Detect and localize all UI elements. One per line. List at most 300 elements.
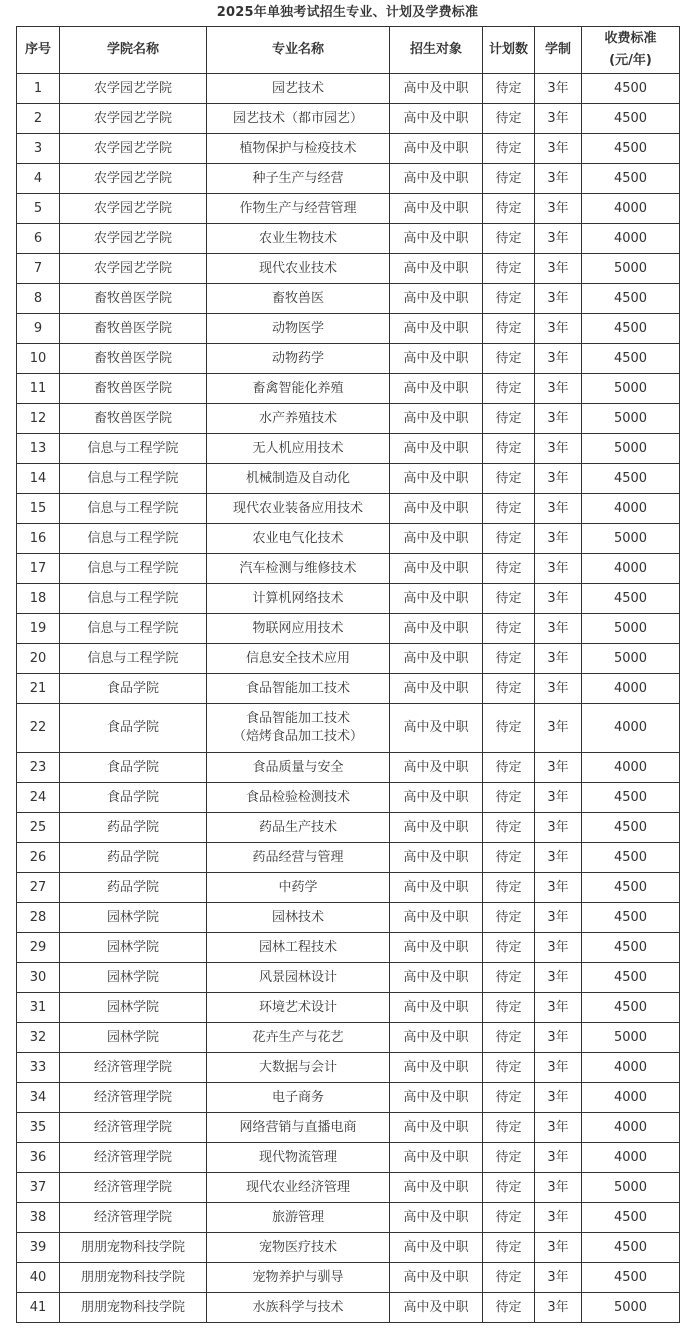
cell-major: 畜牧兽医: [207, 284, 390, 314]
cell-fee: 4000: [582, 1143, 680, 1173]
cell-major: 食品智能加工技术: [207, 674, 390, 704]
cell-plan: 待定: [483, 1233, 535, 1263]
cell-fee: 4500: [582, 933, 680, 963]
cell-college: 园林学院: [60, 933, 207, 963]
cell-major: 旅游管理: [207, 1203, 390, 1233]
table-row: [17, 224, 680, 254]
cell-target: 高中及中职: [390, 873, 483, 903]
cell-target: 高中及中职: [390, 464, 483, 494]
cell-fee: 4000: [582, 224, 680, 254]
cell-duration: 3年: [535, 554, 582, 584]
table-row: [17, 813, 680, 843]
cell-fee: 5000: [582, 1023, 680, 1053]
table-row: [17, 554, 680, 584]
table-row: [17, 374, 680, 404]
cell-fee: 4500: [582, 903, 680, 933]
cell-major: 农业电气化技术: [207, 524, 390, 554]
cell-plan: 待定: [483, 254, 535, 284]
cell-target: 高中及中职: [390, 314, 483, 344]
cell-fee: 4500: [582, 843, 680, 873]
cell-index: 36: [17, 1143, 60, 1173]
cell-college: 经济管理学院: [60, 1083, 207, 1113]
cell-duration: 3年: [535, 104, 582, 134]
cell-index: 2: [17, 104, 60, 134]
cell-plan: 待定: [483, 843, 535, 873]
cell-plan: 待定: [483, 753, 535, 783]
cell-college: 农学园艺学院: [60, 254, 207, 284]
cell-college: 药品学院: [60, 813, 207, 843]
cell-fee: 5000: [582, 614, 680, 644]
cell-index: 31: [17, 993, 60, 1023]
cell-plan: 待定: [483, 224, 535, 254]
cell-college: 畜牧兽医学院: [60, 344, 207, 374]
cell-plan: 待定: [483, 134, 535, 164]
cell-target: 高中及中职: [390, 554, 483, 584]
cell-plan: 待定: [483, 374, 535, 404]
table-row: [17, 614, 680, 644]
table-row: [17, 674, 680, 704]
cell-plan: 待定: [483, 1143, 535, 1173]
cell-plan: 待定: [483, 404, 535, 434]
cell-duration: 3年: [535, 164, 582, 194]
column-header-college: 学院名称: [60, 27, 207, 74]
cell-target: 高中及中职: [390, 374, 483, 404]
cell-duration: 3年: [535, 584, 582, 614]
cell-fee: 4000: [582, 704, 680, 753]
cell-college: 食品学院: [60, 674, 207, 704]
cell-major: 水族科学与技术: [207, 1293, 390, 1323]
cell-plan: 待定: [483, 993, 535, 1023]
cell-fee: 4500: [582, 134, 680, 164]
table-row: [17, 1173, 680, 1203]
table-row: [17, 1023, 680, 1053]
cell-index: 15: [17, 494, 60, 524]
cell-major-main: 食品智能加工技术: [245, 711, 350, 726]
cell-index: 14: [17, 464, 60, 494]
cell-index: 12: [17, 404, 60, 434]
cell-index: 24: [17, 783, 60, 813]
cell-major: 机械制造及自动化: [207, 464, 390, 494]
cell-duration: 3年: [535, 284, 582, 314]
cell-target: 高中及中职: [390, 1113, 483, 1143]
cell-target: 高中及中职: [390, 963, 483, 993]
cell-target: 高中及中职: [390, 993, 483, 1023]
cell-college: 畜牧兽医学院: [60, 284, 207, 314]
cell-duration: 3年: [535, 314, 582, 344]
cell-duration: 3年: [535, 1293, 582, 1323]
column-header-major: 专业名称: [207, 27, 390, 74]
cell-duration: 3年: [535, 843, 582, 873]
cell-major: [207, 704, 390, 753]
cell-plan: 待定: [483, 464, 535, 494]
cell-plan: 待定: [483, 1053, 535, 1083]
cell-plan: 待定: [483, 434, 535, 464]
cell-fee: 5000: [582, 374, 680, 404]
cell-target: 高中及中职: [390, 644, 483, 674]
cell-index: 13: [17, 434, 60, 464]
table-row: [17, 963, 680, 993]
table-row: [17, 584, 680, 614]
column-header-plan: 计划数: [483, 27, 535, 74]
cell-college: 经济管理学院: [60, 1173, 207, 1203]
cell-plan: 待定: [483, 344, 535, 374]
cell-duration: 3年: [535, 963, 582, 993]
cell-index: 35: [17, 1113, 60, 1143]
table-row: [17, 104, 680, 134]
table-header-row: [17, 27, 680, 74]
cell-fee: 4500: [582, 783, 680, 813]
cell-duration: 3年: [535, 614, 582, 644]
cell-major: 环境艺术设计: [207, 993, 390, 1023]
cell-college: 农学园艺学院: [60, 104, 207, 134]
cell-target: 高中及中职: [390, 1023, 483, 1053]
cell-plan: 待定: [483, 1293, 535, 1323]
cell-fee: 4500: [582, 1263, 680, 1293]
cell-target: 高中及中职: [390, 1143, 483, 1173]
cell-plan: 待定: [483, 194, 535, 224]
cell-duration: 3年: [535, 873, 582, 903]
cell-fee: 4500: [582, 74, 680, 104]
cell-college: 信息与工程学院: [60, 524, 207, 554]
cell-college: 朋朋宠物科技学院: [60, 1233, 207, 1263]
cell-target: 高中及中职: [390, 813, 483, 843]
cell-index: 5: [17, 194, 60, 224]
cell-plan: 待定: [483, 783, 535, 813]
cell-fee: 5000: [582, 1293, 680, 1323]
cell-major: 物联网应用技术: [207, 614, 390, 644]
cell-major: 园林工程技术: [207, 933, 390, 963]
cell-target: 高中及中职: [390, 1293, 483, 1323]
cell-target: 高中及中职: [390, 1263, 483, 1293]
cell-fee: 4000: [582, 494, 680, 524]
cell-plan: 待定: [483, 813, 535, 843]
cell-plan: 待定: [483, 963, 535, 993]
table-row: [17, 494, 680, 524]
cell-plan: 待定: [483, 284, 535, 314]
cell-duration: 3年: [535, 344, 582, 374]
cell-college: 信息与工程学院: [60, 494, 207, 524]
cell-fee: 4500: [582, 104, 680, 134]
cell-fee: 5000: [582, 434, 680, 464]
cell-fee: 4500: [582, 1233, 680, 1263]
page-title: 2025年单独考试招生专业、计划及学费标准: [216, 5, 479, 20]
table-row: [17, 464, 680, 494]
cell-target: 高中及中职: [390, 104, 483, 134]
cell-fee: 4500: [582, 464, 680, 494]
cell-index: 32: [17, 1023, 60, 1053]
cell-index: 27: [17, 873, 60, 903]
cell-plan: 待定: [483, 644, 535, 674]
cell-college: 药品学院: [60, 843, 207, 873]
cell-fee: 5000: [582, 1173, 680, 1203]
cell-college: 农学园艺学院: [60, 134, 207, 164]
cell-college: 信息与工程学院: [60, 554, 207, 584]
cell-index: 18: [17, 584, 60, 614]
cell-duration: 3年: [535, 1083, 582, 1113]
cell-index: 25: [17, 813, 60, 843]
cell-index: 23: [17, 753, 60, 783]
cell-major: 现代物流管理: [207, 1143, 390, 1173]
cell-plan: 待定: [483, 1203, 535, 1233]
cell-target: 高中及中职: [390, 1233, 483, 1263]
cell-index: 37: [17, 1173, 60, 1203]
cell-duration: 3年: [535, 783, 582, 813]
cell-fee: 4500: [582, 1203, 680, 1233]
cell-fee: 4000: [582, 1113, 680, 1143]
column-header-fee: [582, 27, 680, 74]
cell-college: 朋朋宠物科技学院: [60, 1293, 207, 1323]
cell-fee: 4000: [582, 1053, 680, 1083]
table-row: [17, 1053, 680, 1083]
cell-target: 高中及中职: [390, 903, 483, 933]
cell-major: 动物药学: [207, 344, 390, 374]
cell-college: 食品学院: [60, 704, 207, 753]
cell-duration: 3年: [535, 903, 582, 933]
cell-college: 农学园艺学院: [60, 194, 207, 224]
cell-index: 41: [17, 1293, 60, 1323]
cell-major: 电子商务: [207, 1083, 390, 1113]
cell-major: 作物生产与经营管理: [207, 194, 390, 224]
cell-target: 高中及中职: [390, 224, 483, 254]
cell-target: 高中及中职: [390, 434, 483, 464]
cell-college: 信息与工程学院: [60, 464, 207, 494]
cell-duration: 3年: [535, 1023, 582, 1053]
cell-fee: 4500: [582, 284, 680, 314]
cell-index: 40: [17, 1263, 60, 1293]
cell-fee: 4500: [582, 584, 680, 614]
cell-index: 1: [17, 74, 60, 104]
cell-index: 34: [17, 1083, 60, 1113]
cell-target: 高中及中职: [390, 284, 483, 314]
cell-index: 8: [17, 284, 60, 314]
cell-college: 畜牧兽医学院: [60, 374, 207, 404]
cell-major: 植物保护与检疫技术: [207, 134, 390, 164]
cell-plan: 待定: [483, 1083, 535, 1113]
cell-major: 畜禽智能化养殖: [207, 374, 390, 404]
cell-college: 农学园艺学院: [60, 164, 207, 194]
cell-target: 高中及中职: [390, 704, 483, 753]
cell-fee: 4000: [582, 1083, 680, 1113]
cell-fee: 4000: [582, 194, 680, 224]
cell-major: 宠物医疗技术: [207, 1233, 390, 1263]
cell-fee: 5000: [582, 524, 680, 554]
cell-target: 高中及中职: [390, 404, 483, 434]
cell-target: 高中及中职: [390, 524, 483, 554]
cell-duration: 3年: [535, 494, 582, 524]
cell-target: 高中及中职: [390, 134, 483, 164]
cell-index: 3: [17, 134, 60, 164]
enrollment-table: [16, 26, 680, 1323]
cell-college: 朋朋宠物科技学院: [60, 1263, 207, 1293]
cell-fee: 4500: [582, 813, 680, 843]
cell-index: 17: [17, 554, 60, 584]
table-row: [17, 1113, 680, 1143]
table-row: [17, 344, 680, 374]
cell-target: 高中及中职: [390, 494, 483, 524]
table-row: [17, 993, 680, 1023]
cell-college: 信息与工程学院: [60, 614, 207, 644]
cell-college: 信息与工程学院: [60, 584, 207, 614]
cell-duration: 3年: [535, 1203, 582, 1233]
cell-plan: 待定: [483, 1113, 535, 1143]
cell-target: 高中及中职: [390, 1203, 483, 1233]
cell-target: 高中及中职: [390, 194, 483, 224]
table-row: [17, 1143, 680, 1173]
table-row: [17, 74, 680, 104]
cell-target: 高中及中职: [390, 1083, 483, 1113]
cell-plan: 待定: [483, 104, 535, 134]
column-header-target: 招生对象: [390, 27, 483, 74]
cell-plan: 待定: [483, 314, 535, 344]
cell-college: 食品学院: [60, 753, 207, 783]
cell-target: 高中及中职: [390, 1053, 483, 1083]
cell-major: 园艺技术（都市园艺）: [207, 104, 390, 134]
cell-duration: 3年: [535, 644, 582, 674]
cell-target: 高中及中职: [390, 74, 483, 104]
cell-duration: 3年: [535, 224, 582, 254]
table-row: [17, 1263, 680, 1293]
cell-duration: 3年: [535, 813, 582, 843]
table-row: [17, 1233, 680, 1263]
cell-target: 高中及中职: [390, 164, 483, 194]
cell-major: 计算机网络技术: [207, 584, 390, 614]
cell-plan: 待定: [483, 524, 535, 554]
cell-index: 38: [17, 1203, 60, 1233]
table-row: [17, 524, 680, 554]
cell-target: 高中及中职: [390, 614, 483, 644]
cell-major: 无人机应用技术: [207, 434, 390, 464]
table-row: [17, 1203, 680, 1233]
cell-fee: 4500: [582, 993, 680, 1023]
cell-major: 食品检验检测技术: [207, 783, 390, 813]
cell-fee: 5000: [582, 254, 680, 284]
cell-fee: 4000: [582, 554, 680, 584]
cell-major: 动物医学: [207, 314, 390, 344]
cell-duration: 3年: [535, 404, 582, 434]
cell-index: 10: [17, 344, 60, 374]
cell-major: 大数据与会计: [207, 1053, 390, 1083]
table-row: [17, 194, 680, 224]
table-row: [17, 434, 680, 464]
cell-target: 高中及中职: [390, 843, 483, 873]
table-row: [17, 704, 680, 753]
cell-duration: 3年: [535, 134, 582, 164]
cell-target: 高中及中职: [390, 933, 483, 963]
cell-major: 现代农业经济管理: [207, 1173, 390, 1203]
table-row: [17, 644, 680, 674]
cell-major: 园林技术: [207, 903, 390, 933]
cell-index: 33: [17, 1053, 60, 1083]
cell-duration: 3年: [535, 1053, 582, 1083]
table-row: [17, 783, 680, 813]
cell-college: 园林学院: [60, 903, 207, 933]
cell-duration: 3年: [535, 933, 582, 963]
cell-target: 高中及中职: [390, 1173, 483, 1203]
table-row: [17, 254, 680, 284]
cell-plan: 待定: [483, 554, 535, 584]
cell-duration: 3年: [535, 1113, 582, 1143]
cell-index: 28: [17, 903, 60, 933]
cell-major: 园艺技术: [207, 74, 390, 104]
table-row: [17, 1083, 680, 1113]
cell-major: 现代农业技术: [207, 254, 390, 284]
cell-index: 22: [17, 704, 60, 753]
cell-plan: 待定: [483, 674, 535, 704]
cell-plan: 待定: [483, 1173, 535, 1203]
cell-college: 食品学院: [60, 783, 207, 813]
cell-college: 园林学院: [60, 1023, 207, 1053]
cell-major: 水产养殖技术: [207, 404, 390, 434]
cell-target: 高中及中职: [390, 674, 483, 704]
table-row: [17, 1293, 680, 1323]
cell-duration: 3年: [535, 753, 582, 783]
table-row: [17, 903, 680, 933]
cell-college: 园林学院: [60, 993, 207, 1023]
cell-index: 4: [17, 164, 60, 194]
cell-plan: 待定: [483, 164, 535, 194]
cell-duration: 3年: [535, 1233, 582, 1263]
cell-major: 网络营销与直播电商: [207, 1113, 390, 1143]
cell-major: 种子生产与经营: [207, 164, 390, 194]
table-row: [17, 404, 680, 434]
cell-plan: 待定: [483, 614, 535, 644]
cell-index: 6: [17, 224, 60, 254]
cell-fee: 4500: [582, 314, 680, 344]
cell-fee: 4000: [582, 753, 680, 783]
cell-duration: 3年: [535, 254, 582, 284]
cell-college: 信息与工程学院: [60, 434, 207, 464]
table-row: [17, 314, 680, 344]
cell-college: 经济管理学院: [60, 1113, 207, 1143]
column-header-fee-line2: (元/年): [609, 53, 652, 68]
cell-college: 经济管理学院: [60, 1203, 207, 1233]
cell-plan: 待定: [483, 494, 535, 524]
cell-index: 26: [17, 843, 60, 873]
table-row: [17, 843, 680, 873]
cell-major: 中药学: [207, 873, 390, 903]
cell-major: 信息安全技术应用: [207, 644, 390, 674]
cell-duration: 3年: [535, 704, 582, 753]
cell-college: 经济管理学院: [60, 1143, 207, 1173]
cell-duration: 3年: [535, 993, 582, 1023]
cell-major: 现代农业装备应用技术: [207, 494, 390, 524]
cell-plan: 待定: [483, 74, 535, 104]
cell-index: 16: [17, 524, 60, 554]
cell-index: 30: [17, 963, 60, 993]
cell-plan: 待定: [483, 873, 535, 903]
table-row: [17, 753, 680, 783]
cell-index: 7: [17, 254, 60, 284]
cell-college: 经济管理学院: [60, 1053, 207, 1083]
table-row: [17, 933, 680, 963]
cell-college: 畜牧兽医学院: [60, 404, 207, 434]
cell-fee: 5000: [582, 644, 680, 674]
cell-plan: 待定: [483, 933, 535, 963]
cell-target: 高中及中职: [390, 783, 483, 813]
cell-major: 汽车检测与维修技术: [207, 554, 390, 584]
cell-duration: 3年: [535, 374, 582, 404]
cell-college: 药品学院: [60, 873, 207, 903]
cell-duration: 3年: [535, 1263, 582, 1293]
cell-duration: 3年: [535, 434, 582, 464]
cell-fee: 4000: [582, 674, 680, 704]
cell-duration: 3年: [535, 1143, 582, 1173]
cell-major: 风景园林设计: [207, 963, 390, 993]
cell-index: 39: [17, 1233, 60, 1263]
table-row: [17, 164, 680, 194]
cell-major: 宠物养护与驯导: [207, 1263, 390, 1293]
cell-index: 9: [17, 314, 60, 344]
